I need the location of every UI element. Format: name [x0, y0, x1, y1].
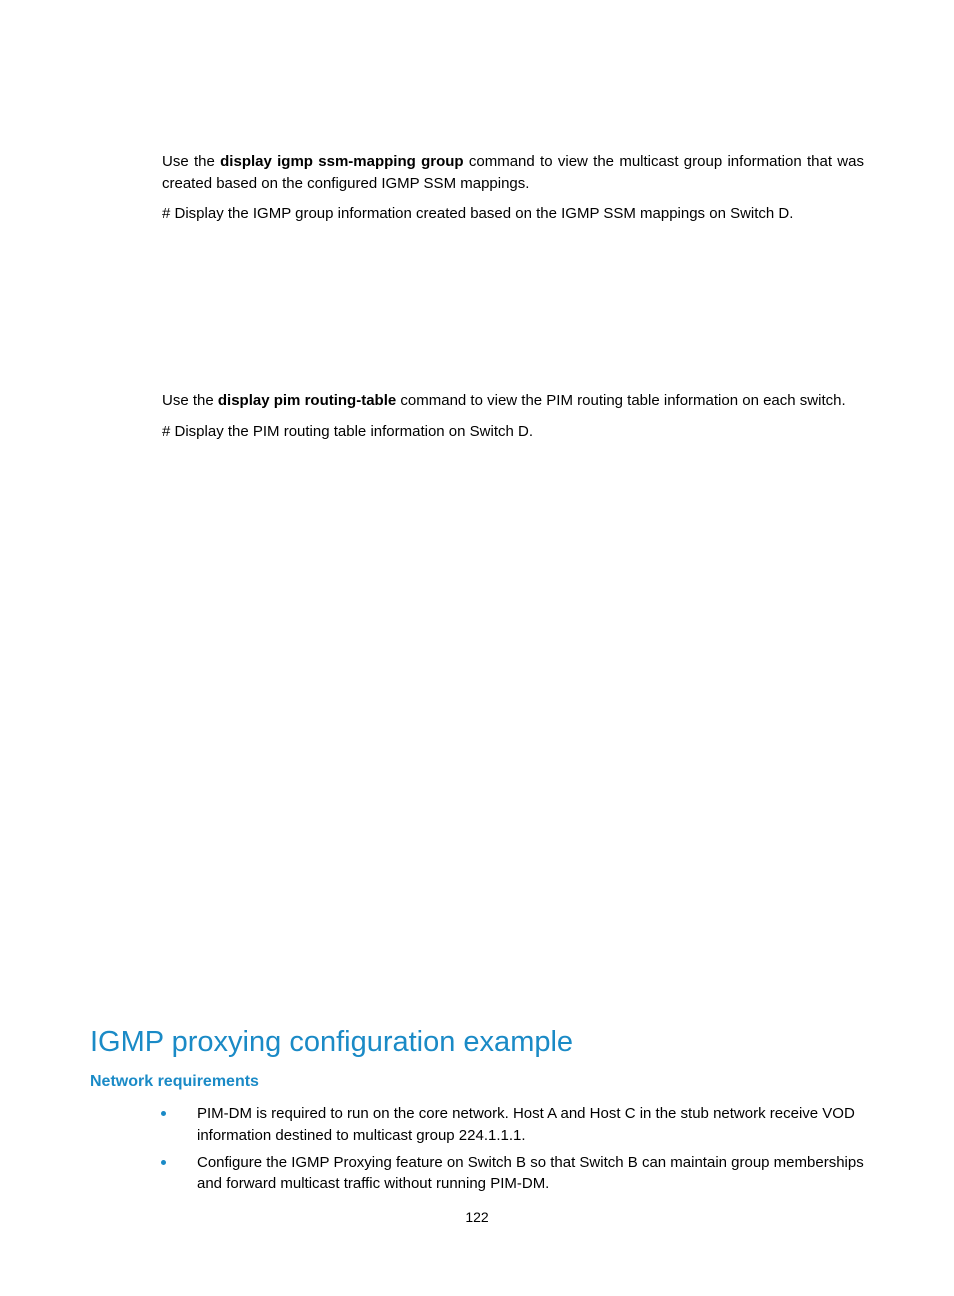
list-item — [160, 1152, 864, 1195]
bullet-icon — [161, 1160, 166, 1165]
paragraph-suffix: command to view the multicast group information that was created based on the configured IGMP SSM mappings. — [162, 153, 864, 192]
paragraph-pim-routing-command — [162, 390, 864, 412]
requirements-list — [160, 1103, 864, 1200]
paragraph-display-igmp-group: # Display the IGMP group information created based on the IGMP SSM mappings on Switch D. — [162, 205, 794, 222]
subsection-title: Network requirements — [90, 1073, 259, 1090]
section-title: IGMP proxying configuration example — [90, 1026, 574, 1058]
bullet-icon — [161, 1111, 166, 1116]
command-name: display igmp ssm-mapping group — [220, 153, 464, 170]
paragraph-prefix: Use the — [162, 153, 221, 170]
list-item-text: PIM-DM is required to run on the core network. Host A and Host C in the stub network receive VOD information destined to multicast group 224.1.1.1. — [197, 1105, 855, 1144]
paragraph-prefix: Use the — [162, 392, 218, 409]
command-name: display pim routing-table — [217, 392, 397, 409]
paragraph-ssm-mapping-command — [162, 151, 864, 194]
paragraph-display-pim-routing: # Display the PIM routing table information on Switch D. — [162, 423, 534, 440]
list-item-text: Configure the IGMP Proxying feature on Switch B so that Switch B can maintain group memberships and forward multicast traffic without running PIM-DM. — [197, 1153, 864, 1192]
paragraph-suffix: command to view the PIM routing table information on each switch. — [396, 392, 846, 409]
page-number: 122 — [465, 1209, 489, 1225]
list-item — [160, 1103, 864, 1146]
